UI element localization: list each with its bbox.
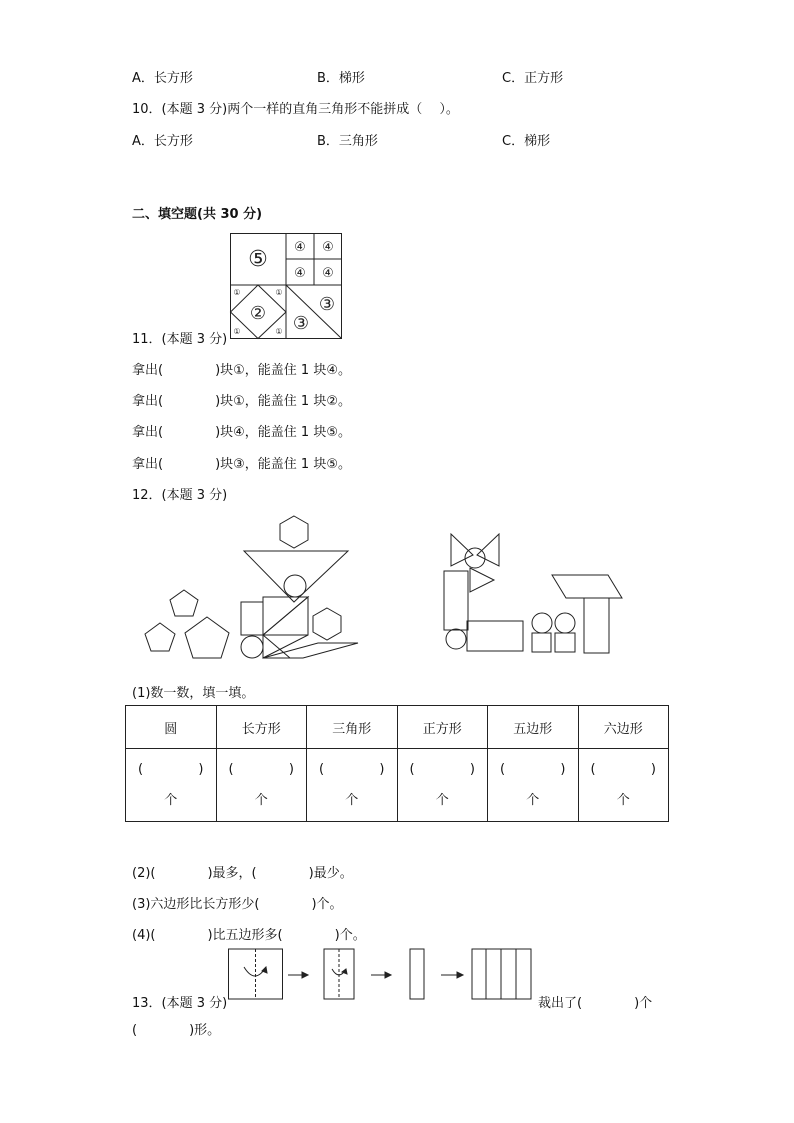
fig-num-1d: ① [275, 327, 283, 336]
table-header-circle: 圆 [126, 706, 217, 749]
answer-cell-pentagon[interactable] [488, 749, 579, 822]
q11-stem: 11．(本题 3 分) [132, 332, 228, 347]
q10-option-a: A．长方形 [132, 134, 193, 149]
q9-option-b: B．梯形 [317, 71, 365, 86]
q13-line2: ( )形。 [132, 1023, 221, 1038]
paren-open: ( [409, 762, 415, 777]
q11-puzzle-figure [230, 233, 342, 339]
q11-line-1: 拿出( )块①，能盖住 1 块④。 [132, 363, 351, 378]
table-header-rectangle: 长方形 [216, 706, 307, 749]
q12-count-table [125, 705, 669, 822]
q12-right-shapes-figure [440, 528, 630, 656]
q10-option-c: C．梯形 [502, 134, 551, 149]
unit-label: 个 [345, 793, 359, 808]
table-header-square: 正方形 [397, 706, 488, 749]
q13-tail: 裁出了( )个 [538, 996, 653, 1011]
q12-left-shapes-figure [140, 510, 365, 665]
answer-cell-hexagon[interactable] [578, 749, 669, 822]
q12-sub2: (2)( )最多，( )最少。 [132, 866, 353, 881]
answer-cell-square[interactable] [397, 749, 488, 822]
fig-num-4d: ④ [322, 266, 334, 281]
paren-open: ( [319, 762, 325, 777]
fig-num-5: ⑤ [248, 247, 268, 272]
fig-num-4c: ④ [294, 266, 306, 281]
q13-folding-diagram [228, 947, 538, 1003]
fig-num-4a: ④ [294, 240, 306, 255]
paren-open: ( [590, 762, 596, 777]
q12-sub3: (3)六边形比长方形少( )个。 [132, 897, 343, 912]
q12-sub1: (1)数一数，填一填。 [132, 686, 255, 701]
paren-close: ) [650, 762, 656, 777]
fig-num-3b: ③ [292, 313, 310, 334]
table-header-hexagon: 六边形 [578, 706, 669, 749]
paren-close: ) [469, 762, 475, 777]
table-header-triangle: 三角形 [307, 706, 398, 749]
table-header-pentagon: 五边形 [488, 706, 579, 749]
fig-num-3a: ③ [318, 294, 336, 315]
q9-option-c: C．正方形 [502, 71, 564, 86]
q12-stem: 12．(本题 3 分) [132, 488, 228, 503]
unit-label: 个 [616, 793, 630, 808]
q12-sub4: (4)( )比五边形多( )个。 [132, 928, 366, 943]
unit-label: 个 [254, 793, 268, 808]
paren-open: ( [228, 762, 234, 777]
q11-line-3: 拿出( )块④，能盖住 1 块⑤。 [132, 425, 351, 440]
unit-label: 个 [164, 793, 178, 808]
paren-close: ) [198, 762, 204, 777]
fig-num-1a: ① [233, 288, 241, 297]
answer-cell-triangle[interactable] [307, 749, 398, 822]
paren-close: ) [560, 762, 566, 777]
q10-stem: 10．(本题 3 分)两个一样的直角三角形不能拼成（ ）。 [132, 102, 459, 117]
q11-line-2: 拿出( )块①，能盖住 1 块②。 [132, 394, 351, 409]
paren-close: ) [379, 762, 385, 777]
answer-cell-circle[interactable] [126, 749, 217, 822]
paren-close: ) [288, 762, 294, 777]
fig-num-1b: ① [275, 288, 283, 297]
q11-line-4: 拿出( )块③，能盖住 1 块⑤。 [132, 457, 351, 472]
q13-stem: 13．(本题 3 分) [132, 996, 228, 1011]
section-2-title: 二、填空题(共 30 分) [132, 207, 263, 222]
unit-label: 个 [526, 793, 540, 808]
fig-num-4b: ④ [322, 240, 334, 255]
q10-option-b: B．三角形 [317, 134, 378, 149]
paren-open: ( [138, 762, 144, 777]
q9-option-a: A．长方形 [132, 71, 193, 86]
fig-num-2: ② [249, 303, 267, 324]
answer-cell-rectangle[interactable] [216, 749, 307, 822]
paren-open: ( [500, 762, 506, 777]
fig-num-1c: ① [233, 327, 241, 336]
unit-label: 个 [435, 793, 449, 808]
